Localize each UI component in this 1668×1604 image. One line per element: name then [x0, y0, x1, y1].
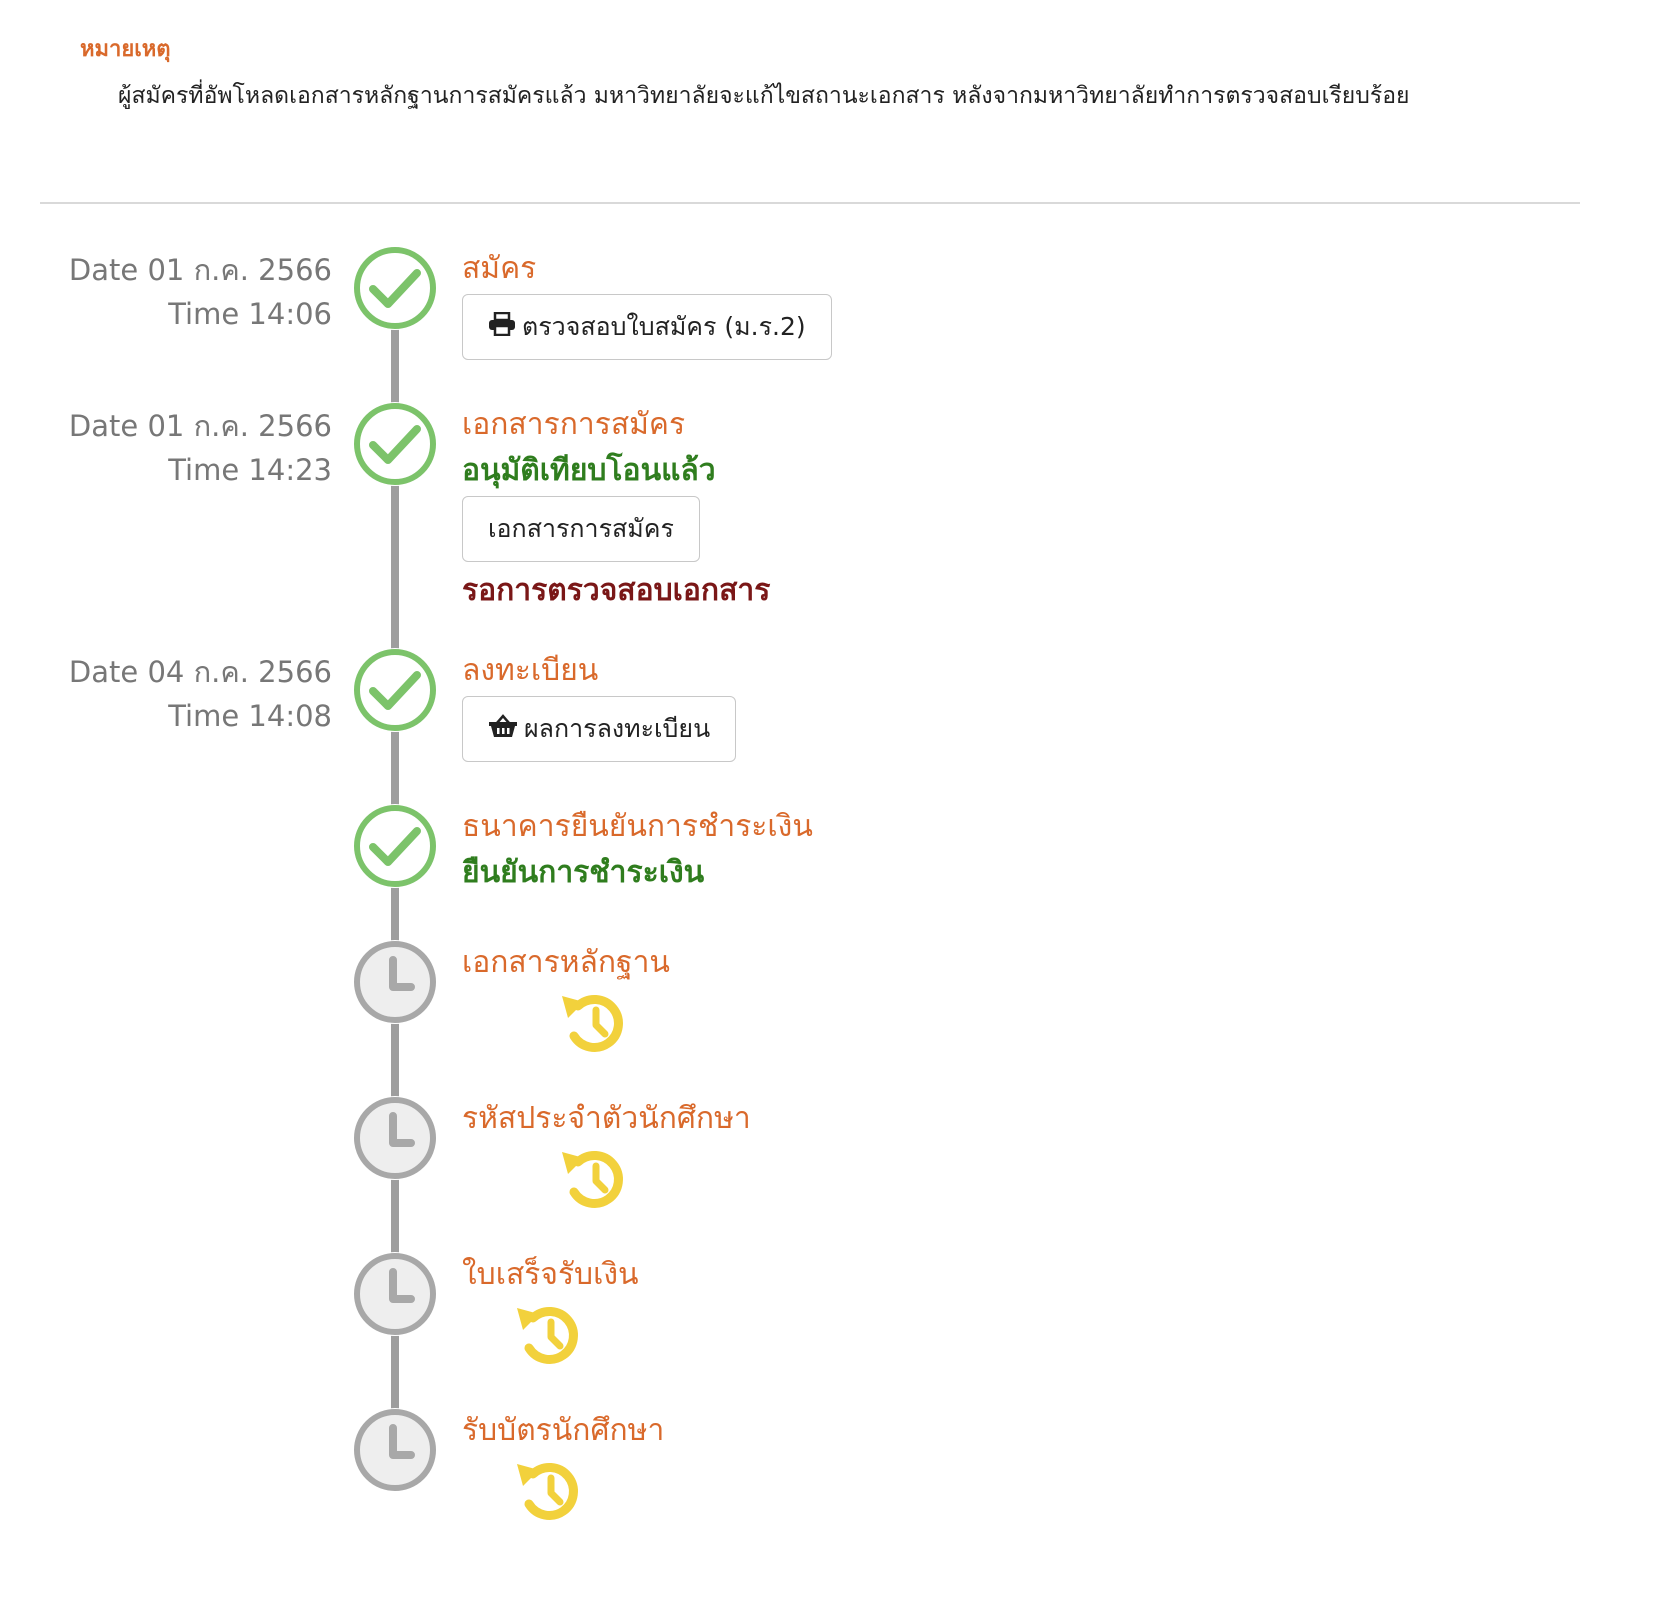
check-application-label: ตรวจสอบใบสมัคร (ม.ร.2)	[522, 312, 806, 341]
step-date: Date 01 ก.ค. 2566	[68, 409, 332, 443]
step-datetime	[0, 248, 332, 336]
approved-status: อนุมัติเทียบโอนแล้ว	[462, 453, 716, 488]
clock-circle-icon	[353, 1252, 437, 1336]
step-title: ธนาคารยืนยันการชำระเงิน	[462, 809, 813, 844]
waiting-status: รอการตรวจสอบเอกสาร	[462, 573, 771, 608]
step-datetime	[0, 650, 332, 738]
clock-circle-icon	[353, 940, 437, 1024]
clock-circle-icon	[353, 1096, 437, 1180]
history-icon	[515, 1304, 581, 1370]
step-date: Date 04 ก.ค. 2566	[68, 655, 332, 689]
check-circle-icon	[353, 648, 437, 732]
step-title: ลงทะเบียน	[462, 653, 599, 688]
check-circle-icon	[353, 246, 437, 330]
step-title: เอกสารการสมัคร	[462, 407, 686, 442]
basket-icon	[488, 714, 518, 744]
check-application-button[interactable]	[462, 294, 832, 360]
clock-circle-icon	[353, 1408, 437, 1492]
check-circle-icon	[353, 402, 437, 486]
step-date: Date 01 ก.ค. 2566	[68, 253, 332, 287]
step-title: รับบัตรนักศึกษา	[462, 1413, 665, 1448]
note-text: ผู้สมัครที่อัพโหลดเอกสารหลักฐานการสมัครแล้ว มหาวิทยาลัยจะแก้ไขสถานะเอกสาร หลังจากมหาวิทยาลัยทำการตรวจสอบเรียบร้อย	[118, 83, 1410, 109]
step-title: สมัคร	[462, 251, 537, 286]
step-datetime	[0, 404, 332, 492]
step-title: เอกสารหลักฐาน	[462, 945, 670, 980]
divider	[40, 202, 1580, 204]
history-icon	[560, 992, 626, 1058]
application-documents-label: เอกสารการสมัคร	[488, 514, 674, 543]
payment-confirmed-status: ยืนยันการชำระเงิน	[462, 855, 705, 890]
history-icon	[560, 1148, 626, 1214]
step-title: รหัสประจำตัวนักศึกษา	[462, 1101, 751, 1136]
step-time: Time 14:08	[168, 699, 332, 733]
step-time: Time 14:23	[168, 453, 332, 487]
step-time: Time 14:06	[168, 297, 332, 331]
note-title: หมายเหตุ	[80, 37, 171, 62]
registration-result-label: ผลการลงทะเบียน	[524, 714, 711, 743]
note-section	[80, 34, 1550, 118]
history-icon	[515, 1460, 581, 1526]
print-icon	[488, 312, 516, 342]
step-title: ใบเสร็จรับเงิน	[462, 1257, 639, 1292]
application-documents-button[interactable]	[462, 496, 700, 562]
check-circle-icon	[353, 804, 437, 888]
registration-result-button[interactable]	[462, 696, 736, 762]
